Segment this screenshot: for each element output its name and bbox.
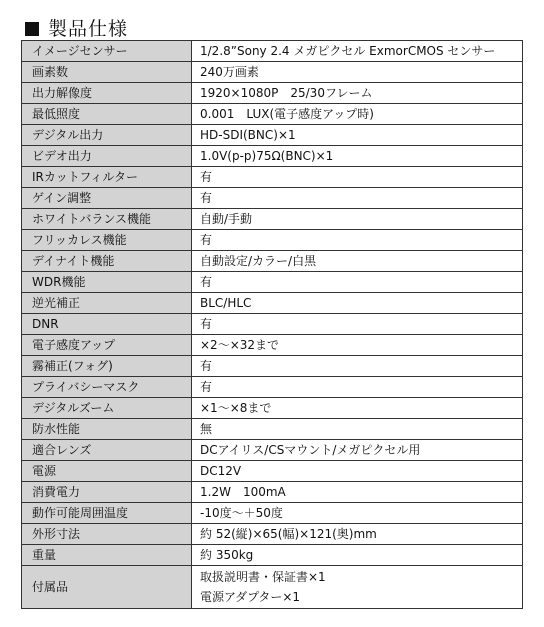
- spec-value: ×1～×8まで: [192, 398, 523, 419]
- accessory-line: 取扱説明書・保証書×1: [200, 570, 326, 584]
- spec-label: デジタルズーム: [22, 398, 192, 419]
- spec-label: 画素数: [22, 62, 192, 83]
- spec-label: 電源: [22, 461, 192, 482]
- spec-value: 有: [192, 356, 523, 377]
- spec-value: ×2～×32まで: [192, 335, 523, 356]
- accessory-line: 電源アダプター×1: [200, 590, 301, 604]
- table-row: [22, 461, 523, 482]
- spec-label: ホワイトバランス機能: [22, 209, 192, 230]
- table-row: [22, 272, 523, 293]
- spec-value: 1.0V(p-p)75Ω(BNC)×1: [192, 146, 523, 167]
- spec-value: 有: [192, 272, 523, 293]
- table-row: [22, 125, 523, 146]
- table-row: [22, 209, 523, 230]
- table-row: [22, 293, 523, 314]
- spec-value-multiline: [192, 566, 523, 609]
- spec-value: 自動/手動: [192, 209, 523, 230]
- spec-label: WDR機能: [22, 272, 192, 293]
- table-row: [22, 188, 523, 209]
- spec-label: IRカットフィルター: [22, 167, 192, 188]
- table-row: [22, 482, 523, 503]
- spec-value: 有: [192, 314, 523, 335]
- table-row: [22, 524, 523, 545]
- spec-label: 動作可能周囲温度: [22, 503, 192, 524]
- table-row: [22, 440, 523, 461]
- table-row: [22, 251, 523, 272]
- table-row: [22, 545, 523, 566]
- table-row: [22, 314, 523, 335]
- spec-label: 外形寸法: [22, 524, 192, 545]
- spec-value: DC12V: [192, 461, 523, 482]
- spec-value: 約 52(縦)×65(幅)×121(奥)mm: [192, 524, 523, 545]
- spec-label: DNR: [22, 314, 192, 335]
- spec-label: フリッカレス機能: [22, 230, 192, 251]
- table-row: [22, 230, 523, 251]
- spec-label: 重量: [22, 545, 192, 566]
- section-heading: [25, 17, 128, 41]
- table-row: [22, 566, 523, 609]
- square-bullet-icon: [25, 22, 39, 36]
- spec-label: ビデオ出力: [22, 146, 192, 167]
- table-row: [22, 104, 523, 125]
- spec-value: 無: [192, 419, 523, 440]
- spec-value: 有: [192, 167, 523, 188]
- spec-table: [21, 40, 523, 609]
- table-row: [22, 377, 523, 398]
- spec-value: 1/2.8”Sony 2.4 メガピクセル ExmorCMOS センサー: [192, 41, 523, 62]
- spec-value: 1.2W 100mA: [192, 482, 523, 503]
- spec-label: 霧補正(フォグ): [22, 356, 192, 377]
- table-row: [22, 62, 523, 83]
- spec-label: 防水性能: [22, 419, 192, 440]
- spec-value: 0.001 LUX(電子感度アップ時): [192, 104, 523, 125]
- spec-value: 有: [192, 230, 523, 251]
- spec-value: 有: [192, 377, 523, 398]
- spec-label: プライバシーマスク: [22, 377, 192, 398]
- spec-value: BLC/HLC: [192, 293, 523, 314]
- table-row: [22, 41, 523, 62]
- spec-label: 付属品: [22, 566, 192, 609]
- spec-label: ゲイン調整: [22, 188, 192, 209]
- spec-value: DCアイリス/CSマウント/メガピクセル用: [192, 440, 523, 461]
- spec-label: イメージセンサー: [22, 41, 192, 62]
- spec-value: 自動設定/カラー/白黒: [192, 251, 523, 272]
- spec-label: 適合レンズ: [22, 440, 192, 461]
- spec-value: 240万画素: [192, 62, 523, 83]
- spec-value: 有: [192, 188, 523, 209]
- spec-value: -10度～＋50度: [192, 503, 523, 524]
- table-row: [22, 398, 523, 419]
- table-row: [22, 356, 523, 377]
- spec-value: 約 350kg: [192, 545, 523, 566]
- spec-label: 電子感度アップ: [22, 335, 192, 356]
- spec-label: デジタル出力: [22, 125, 192, 146]
- spec-label: 最低照度: [22, 104, 192, 125]
- section-title: 製品仕様: [48, 18, 129, 40]
- spec-value: 1920×1080P 25/30フレーム: [192, 83, 523, 104]
- spec-value: HD-SDI(BNC)×1: [192, 125, 523, 146]
- table-row: [22, 146, 523, 167]
- table-row: [22, 419, 523, 440]
- table-row: [22, 335, 523, 356]
- spec-label: 消費電力: [22, 482, 192, 503]
- spec-label: 出力解像度: [22, 83, 192, 104]
- spec-label: 逆光補正: [22, 293, 192, 314]
- table-row: [22, 83, 523, 104]
- table-row: [22, 503, 523, 524]
- spec-label: デイナイト機能: [22, 251, 192, 272]
- table-row: [22, 167, 523, 188]
